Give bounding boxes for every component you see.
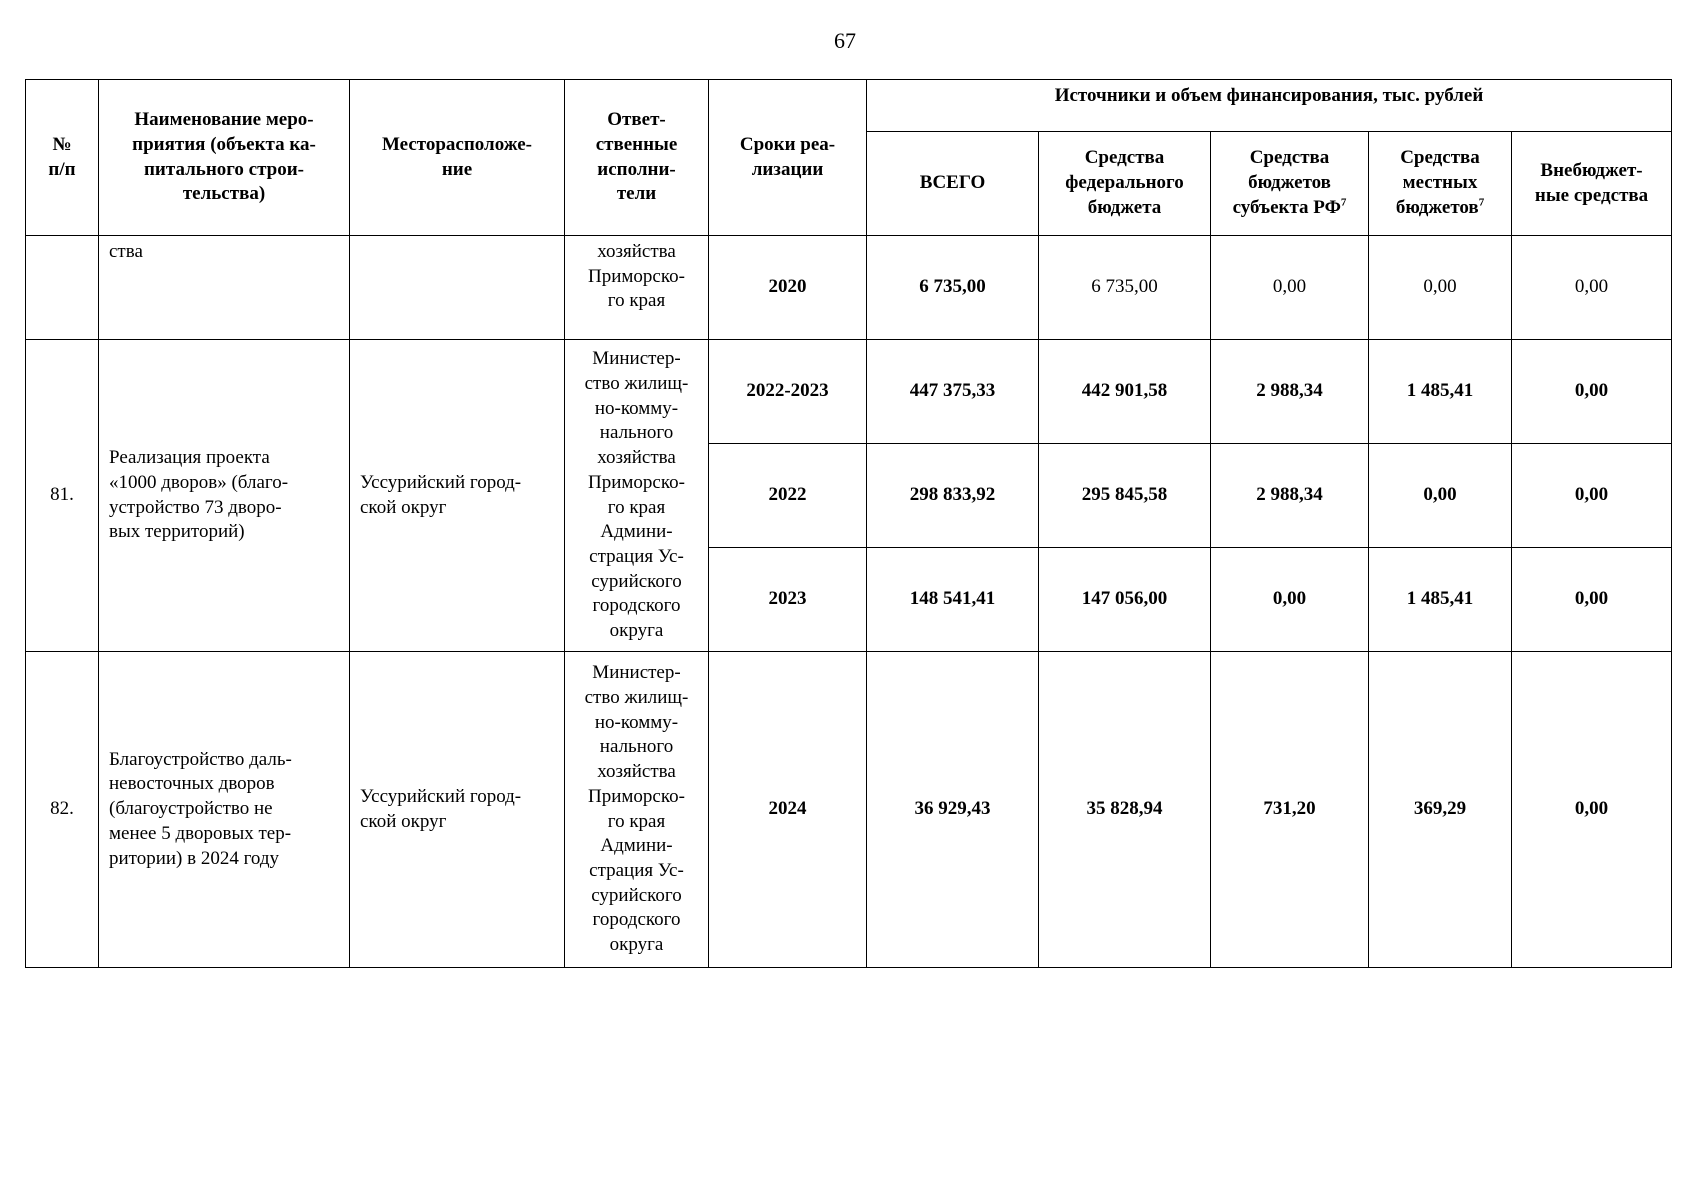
row-extra: 0,00 (1512, 548, 1672, 652)
row-local: 0,00 (1369, 236, 1512, 340)
page-number: 67 (834, 28, 856, 53)
row-federal: 442 901,58 (1039, 340, 1211, 444)
row-subject: 0,00 (1211, 548, 1369, 652)
header-location: Месторасположе- ние (350, 80, 565, 236)
row-subject: 2 988,34 (1211, 444, 1369, 548)
header-sources: Источники и объем финансирования, тыс. рублей (867, 80, 1672, 132)
header-num: № п/п (26, 80, 99, 236)
header-terms: Сроки реа- лизации (709, 80, 867, 236)
row-num (26, 236, 99, 340)
header-subject-footnote: 7 (1340, 196, 1347, 209)
table-row (26, 652, 1672, 968)
row-total: 6 735,00 (867, 236, 1039, 340)
header-extra: Внебюджет- ные средства (1512, 132, 1672, 236)
row-local: 1 485,41 (1369, 340, 1512, 444)
header-local (1369, 132, 1512, 236)
header-subject (1211, 132, 1369, 236)
row-extra: 0,00 (1512, 340, 1672, 444)
row-term: 2023 (709, 548, 867, 652)
row-federal: 6 735,00 (1039, 236, 1211, 340)
header-local-footnote: 7 (1478, 196, 1485, 209)
row-num: 82. (26, 652, 99, 968)
row-location (350, 236, 565, 340)
table-row (26, 340, 1672, 444)
row-federal: 35 828,94 (1039, 652, 1211, 968)
row-term: 2024 (709, 652, 867, 968)
row-extra: 0,00 (1512, 652, 1672, 968)
row-term: 2022 (709, 444, 867, 548)
row-num: 81. (26, 340, 99, 652)
row-name: Благоустройство даль- невосточных дворов (благоустройство не менее 5 дворовых тер- ритории) в 2024 году (99, 652, 350, 968)
row-responsible: хозяйства Приморско- го края (565, 236, 709, 340)
row-local: 369,29 (1369, 652, 1512, 968)
row-location: Уссурийский город- ской округ (350, 652, 565, 968)
row-location: Уссурийский город- ской округ (350, 340, 565, 652)
row-subject: 731,20 (1211, 652, 1369, 968)
table-row (26, 236, 1672, 340)
row-subject: 0,00 (1211, 236, 1369, 340)
row-term: 2020 (709, 236, 867, 340)
row-federal: 295 845,58 (1039, 444, 1211, 548)
row-name: Реализация проекта «1000 дворов» (благо- устройство 73 дворо- вых территорий) (99, 340, 350, 652)
row-total: 447 375,33 (867, 340, 1039, 444)
row-federal: 147 056,00 (1039, 548, 1211, 652)
row-term: 2022-2023 (709, 340, 867, 444)
header-federal: Средства федерального бюджета (1039, 132, 1211, 236)
row-responsible: Министер- ство жилищ- но-комму- нального хозяйства Приморско- го края Админи- страция Ус- сурийского городского округа (565, 340, 709, 652)
row-name: ства (99, 236, 350, 340)
header-subject-label: Средства бюджетов субъекта РФ (1232, 147, 1341, 218)
header-local-label: Средства местных бюджетов (1395, 147, 1480, 218)
row-local: 0,00 (1369, 444, 1512, 548)
row-total: 298 833,92 (867, 444, 1039, 548)
header-responsible: Ответ- ственные исполни- тели (565, 80, 709, 236)
row-local: 1 485,41 (1369, 548, 1512, 652)
row-total: 36 929,43 (867, 652, 1039, 968)
row-extra: 0,00 (1512, 236, 1672, 340)
header-name: Наименование меро- приятия (объекта ка- питального строи- тельства) (99, 80, 350, 236)
row-total: 148 541,41 (867, 548, 1039, 652)
row-extra: 0,00 (1512, 444, 1672, 548)
header-total: ВСЕГО (867, 132, 1039, 236)
row-subject: 2 988,34 (1211, 340, 1369, 444)
row-responsible: Министер- ство жилищ- но-комму- нального хозяйства Приморско- го края Админи- страция Ус- сурийского городского округа (565, 652, 709, 968)
financing-table (25, 79, 1672, 968)
